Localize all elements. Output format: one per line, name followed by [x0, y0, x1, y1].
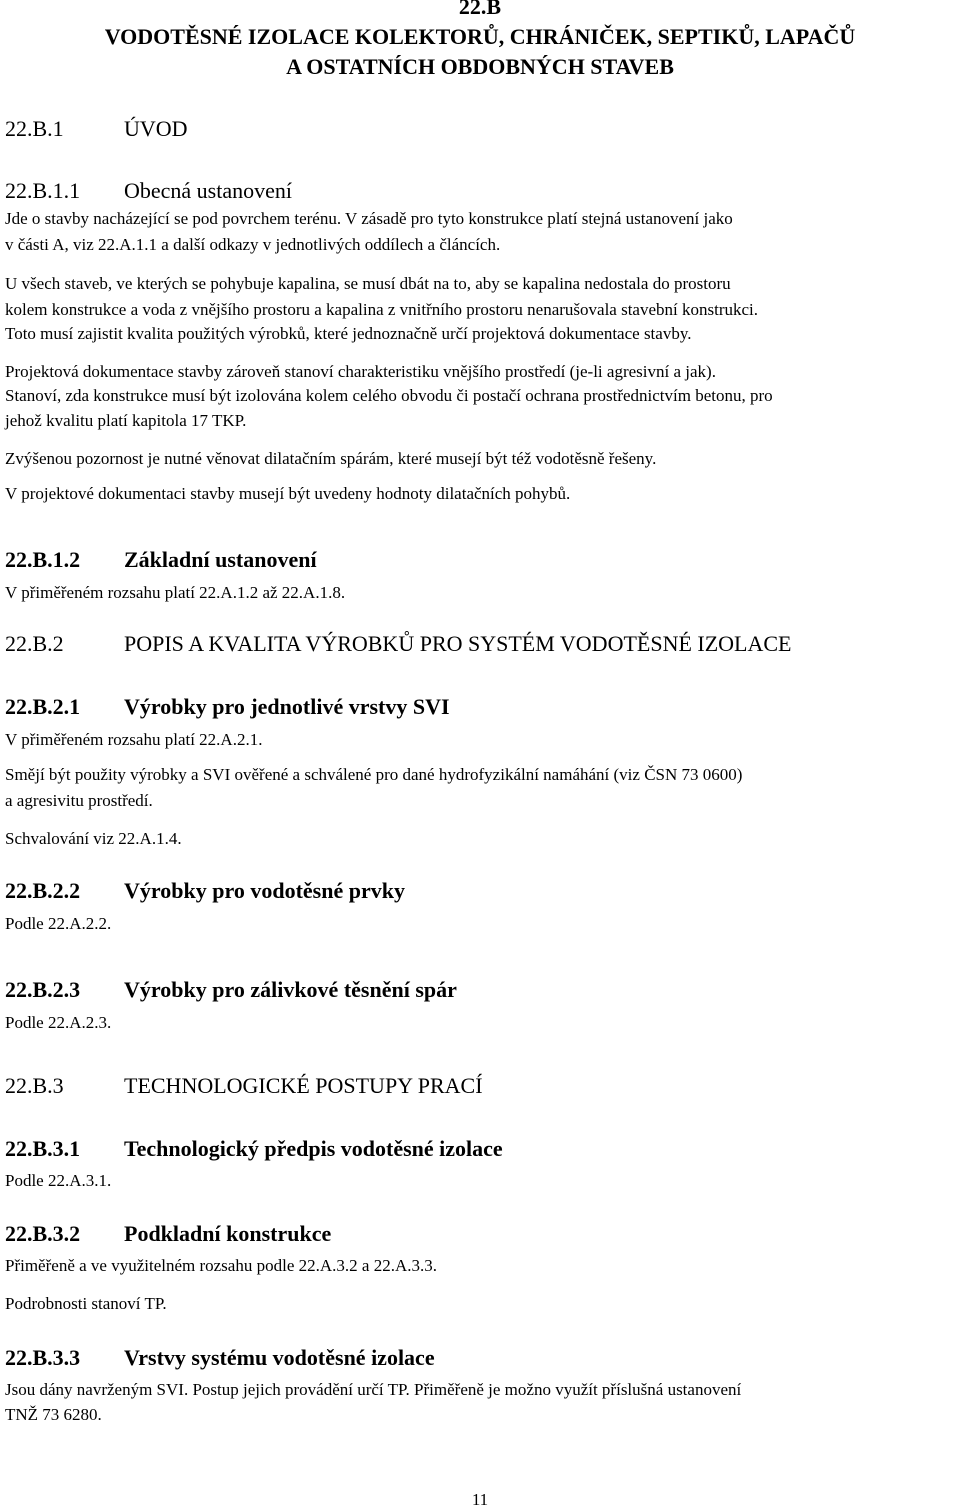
paragraph-line: Jsou dány navrženým SVI. Postup jejich provádění určí TP. Přiměřeně je možno využít příslušná ustanovení — [5, 1380, 742, 1399]
subsection-number: 22.B.2.2 — [5, 878, 81, 903]
paragraph-line: Toto musí zajistit kvalita použitých výrobků, které jednoznačně určí projektová dokumentace stavby. — [5, 324, 692, 343]
subsection-number: 22.B.2.1 — [5, 694, 81, 719]
paragraph-line: V projektové dokumentaci stavby musejí být uvedeny hodnoty dilatačních pohybů. — [5, 484, 571, 503]
section-title: TECHNOLOGICKÉ POSTUPY PRACÍ — [124, 1073, 483, 1098]
paragraph-line: a agresivitu prostředí. — [5, 791, 153, 810]
subsection-number: 22.B.1.2 — [5, 547, 81, 572]
subsection-title: Výrobky pro vodotěsné prvky — [124, 878, 405, 903]
paragraph-line: Podle 22.A.3.1. — [5, 1171, 112, 1190]
subsection-number: 22.B.3.3 — [5, 1345, 81, 1370]
subsection-number: 22.B.2.3 — [5, 977, 81, 1002]
paragraph-line: Smějí být použity výrobky a SVI ověřené a schválené pro dané hydrofyzikální namáhání (viz ČSN 73 0600) — [5, 765, 743, 784]
chapter-title-line1: VODOTĚSNÉ IZOLACE KOLEKTORŮ, CHRÁNIČEK, SEPTIKŮ, LAPAČŮ — [104, 24, 856, 49]
section-title: ÚVOD — [124, 116, 188, 141]
subsection-number: 22.B.3.2 — [5, 1221, 81, 1246]
paragraph-line: v části A, viz 22.A.1.1 a další odkazy v jednotlivých oddílech a článcích. — [5, 235, 501, 254]
subsection-title: Základní ustanovení — [124, 547, 317, 572]
subsection-title: Podkladní konstrukce — [124, 1221, 332, 1246]
paragraph-line: Podle 22.A.2.3. — [5, 1013, 112, 1032]
section-number: 22.B.3 — [5, 1073, 64, 1098]
paragraph-line: Stanoví, zda konstrukce musí být izolována kolem celého obvodu či postačí ochrana prostřednictvím betonu, pro — [5, 386, 773, 405]
section-number: 22.B.1 — [5, 116, 64, 141]
paragraph-line: Podle 22.A.2.2. — [5, 914, 112, 933]
subsection-title: Výrobky pro jednotlivé vrstvy SVI — [124, 694, 450, 719]
paragraph-line: Podrobnosti stanoví TP. — [5, 1294, 167, 1313]
paragraph-line: V přiměřeném rozsahu platí 22.A.2.1. — [5, 730, 263, 749]
subsection-title: Výrobky pro zálivkové těsnění spár — [124, 977, 457, 1002]
section-number: 22.B.2 — [5, 631, 64, 656]
paragraph-line: TNŽ 73 6280. — [5, 1405, 102, 1424]
paragraph-line: jehož kvalitu platí kapitola 17 TKP. — [5, 411, 247, 430]
chapter-title-line2: A OSTATNÍCH OBDOBNÝCH STAVEB — [286, 54, 674, 79]
paragraph-line: Jde o stavby nacházející se pod povrchem terénu. V zásadě pro tyto konstrukce platí stejná ustanovení jako — [5, 209, 733, 228]
subsection-title: Technologický předpis vodotěsné izolace — [124, 1136, 503, 1161]
paragraph-line: Schvalování viz 22.A.1.4. — [5, 829, 182, 848]
page-number: 11 — [471, 1490, 489, 1509]
subsection-number: 22.B.1.1 — [5, 178, 81, 203]
subsection-title: Obecná ustanovení — [124, 178, 292, 203]
paragraph-line: Přiměřeně a ve využitelném rozsahu podle 22.A.3.2 a 22.A.3.3. — [5, 1256, 437, 1275]
paragraph-line: Projektová dokumentace stavby zároveň stanoví charakteristiku vnějšího prostředí (je-li agresivní a jak). — [5, 362, 716, 381]
section-title: POPIS A KVALITA VÝROBKŮ PRO SYSTÉM VODOTĚSNÉ IZOLACE — [124, 631, 792, 656]
paragraph-line: Zvýšenou pozornost je nutné věnovat dilatačním spárám, které musejí být též vodotěsně řešeny. — [5, 449, 657, 468]
paragraph-line: V přiměřeném rozsahu platí 22.A.1.2 až 22.A.1.8. — [5, 583, 346, 602]
subsection-number: 22.B.3.1 — [5, 1136, 81, 1161]
chapter-number: 22.B — [458, 0, 502, 19]
paragraph-line: U všech staveb, ve kterých se pohybuje kapalina, se musí dbát na to, aby se kapalina nedostala do prostoru — [5, 274, 731, 293]
subsection-title: Vrstvy systému vodotěsné izolace — [124, 1345, 435, 1370]
paragraph-line: kolem konstrukce a voda z vnějšího prostoru a kapalina z vnitřního prostoru nenarušovala stavební konstrukci. — [5, 300, 759, 319]
